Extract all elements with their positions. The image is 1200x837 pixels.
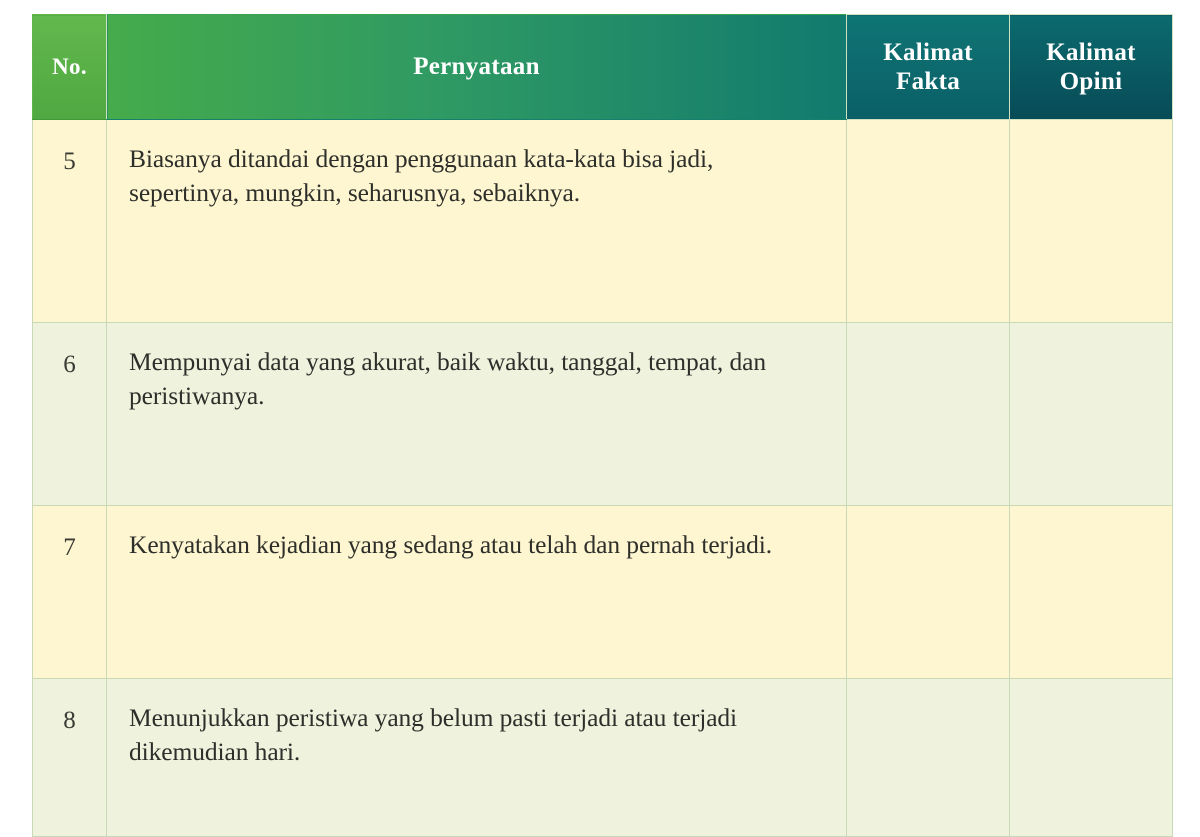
row-opinion-checkbox-cell[interactable] — [1010, 323, 1173, 506]
column-header-opinion — [1010, 15, 1173, 120]
column-header-statement: Pernyataan — [107, 15, 847, 120]
column-header-fact-line1: Kalimat — [883, 38, 973, 66]
row-opinion-checkbox-cell[interactable] — [1010, 120, 1173, 323]
row-number: 7 — [33, 506, 107, 679]
column-header-fact-line2: Fakta — [896, 68, 960, 95]
row-statement: Mempunyai data yang akurat, baik waktu, tanggal, tempat, dan peristiwanya. — [107, 323, 847, 506]
row-fact-checkbox-cell[interactable] — [847, 679, 1010, 837]
row-statement: Biasanya ditandai dengan penggunaan kata-kata bisa jadi, sepertinya, mungkin, seharusnya, sebaiknya. — [107, 120, 847, 323]
row-opinion-checkbox-cell[interactable] — [1010, 506, 1173, 679]
column-header-no: No. — [33, 15, 107, 120]
table-body — [33, 120, 1173, 837]
table-row — [33, 506, 1173, 679]
row-fact-checkbox-cell[interactable] — [847, 506, 1010, 679]
row-fact-checkbox-cell[interactable] — [847, 120, 1010, 323]
row-opinion-checkbox-cell[interactable] — [1010, 679, 1173, 837]
row-number: 8 — [33, 679, 107, 837]
row-fact-checkbox-cell[interactable] — [847, 323, 1010, 506]
column-header-opinion-line1: Kalimat — [1046, 38, 1136, 66]
table-row — [33, 679, 1173, 837]
table-header-row — [33, 15, 1173, 120]
row-number: 6 — [33, 323, 107, 506]
column-header-opinion-line2: Opini — [1059, 68, 1123, 95]
row-statement: Menunjukkan peristiwa yang belum pasti terjadi atau terjadi dikemudian hari. — [107, 679, 847, 837]
worksheet-table-container — [32, 14, 1172, 766]
table-row — [33, 323, 1173, 506]
table-row — [33, 120, 1173, 323]
row-statement: Kenyatakan kejadian yang sedang atau telah dan pernah terjadi. — [107, 506, 847, 679]
column-header-fact — [847, 15, 1010, 120]
row-number: 5 — [33, 120, 107, 323]
fact-opinion-table — [32, 14, 1173, 837]
table-header — [33, 15, 1173, 120]
